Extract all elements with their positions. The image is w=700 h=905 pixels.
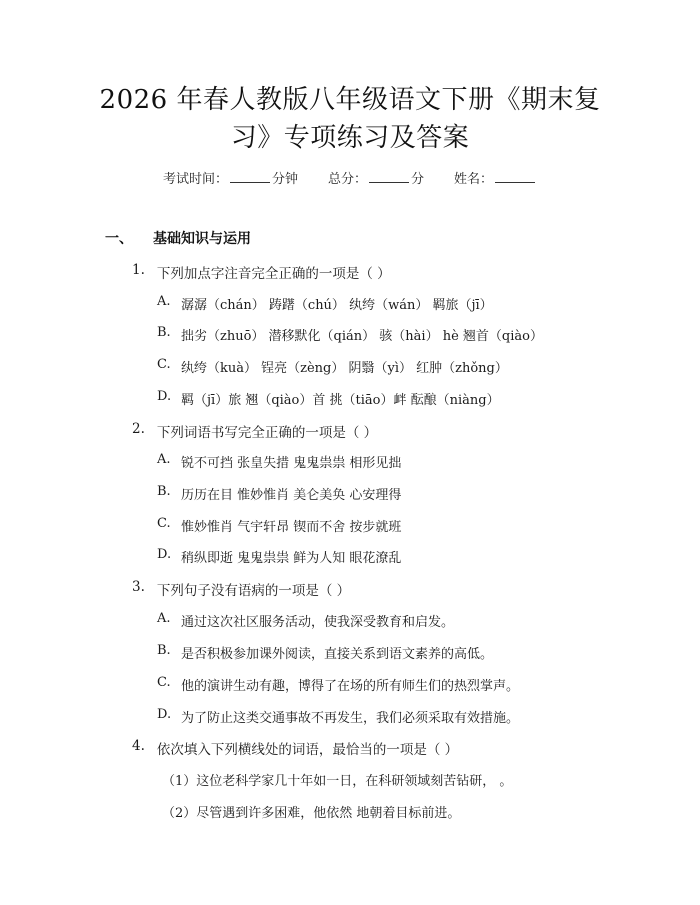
question-4-subitem-2: （2）尽管遇到许多困难，他依然 地朝着目标前进。 (162, 806, 461, 821)
option-text: 通过这次社区服务活动，使我深受教育和启发。 (181, 615, 455, 630)
option-letter: A. (157, 294, 171, 309)
question-2-option-c (157, 516, 401, 535)
question-1 (132, 262, 391, 282)
option-text: 是否积极参加课外阅读，直接关系到语文素养的高低。 (181, 647, 494, 662)
option-letter: D. (157, 707, 172, 722)
question-2-option-b (157, 484, 401, 503)
question-number: 2. (132, 421, 145, 437)
question-1-option-d (157, 389, 500, 408)
question-3-option-a (157, 611, 454, 630)
option-letter: C. (157, 516, 171, 531)
question-number: 3. (132, 579, 145, 595)
exam-time-blank (230, 170, 270, 183)
question-3 (132, 579, 350, 599)
section-heading (105, 228, 251, 248)
total-score-unit: 分 (411, 172, 425, 187)
option-text: 锐不可挡 张皇失措 鬼鬼祟祟 相形见拙 (181, 456, 402, 471)
option-letter: B. (157, 643, 171, 658)
exam-time-label: 考试时间： (162, 172, 228, 187)
document-title-line2: 习》专项练习及答案 (230, 123, 470, 153)
option-text: 纨绔（kuà） 锃亮（zèng） 阴翳（yì） 红肿（zhǒng） (181, 361, 508, 376)
option-text: 稍纵即逝 鬼鬼祟祟 鲜为人知 眼花潦乱 (181, 551, 402, 566)
question-3-option-b (157, 643, 493, 662)
option-text: 潺潺（chán） 踌躇（chú） 纨绔（wán） 羁旅（jī） (181, 298, 493, 313)
question-stem: 下列句子没有语病的一项是（ ） (156, 583, 351, 599)
total-score-blank (369, 170, 409, 183)
option-letter: C. (157, 357, 171, 372)
option-letter: C. (157, 675, 171, 690)
question-stem: 下列词语书写完全正确的一项是（ ） (156, 425, 378, 441)
option-letter: D. (157, 389, 172, 404)
section-title: 基础知识与运用 (153, 231, 251, 247)
question-number: 4. (132, 738, 145, 754)
question-1-option-c (157, 357, 508, 376)
option-letter: A. (157, 611, 171, 626)
exam-time-unit: 分钟 (271, 172, 298, 187)
student-name-blank (495, 170, 535, 183)
question-3-option-d (157, 707, 519, 726)
question-stem: 依次填入下列横线处的词语，最恰当的一项是（ ） (156, 742, 459, 758)
question-2-option-d (157, 547, 401, 566)
question-4-subitem-1: （1）这位老科学家几十年如一日，在科研领域刻苦钻研， 。 (162, 774, 513, 789)
option-letter: A. (157, 452, 171, 467)
option-text: 羁（jī）旅 翘（qiào）首 挑（tiāo）衅 酝酿（niàng） (181, 393, 500, 408)
student-name-label: 姓名： (454, 172, 494, 187)
exam-info-row (0, 168, 700, 187)
question-number: 1. (132, 262, 145, 278)
option-text: 为了防止这类交通事故不再发生，我们必须采取有效措施。 (181, 711, 520, 726)
option-text: 他的演讲生动有趣，博得了在场的所有师生们的热烈掌声。 (181, 679, 520, 694)
document-title-line1: 2026 年春人教版八年级语文下册《期末复 (99, 85, 601, 115)
question-stem: 下列加点字注音完全正确的一项是（ ） (156, 266, 391, 282)
student-name-field (454, 168, 537, 187)
exam-time-field (163, 168, 298, 187)
question-2 (132, 421, 377, 441)
option-letter: D. (157, 547, 172, 562)
option-text: 历历在目 惟妙惟肖 美仑美奂 心安理得 (181, 488, 402, 503)
question-2-option-a (157, 452, 401, 471)
option-letter: B. (157, 325, 171, 340)
total-score-label: 总分： (327, 172, 367, 187)
question-4 (132, 738, 458, 758)
total-score-field (328, 168, 424, 187)
option-letter: B. (157, 484, 171, 499)
question-1-option-b (157, 325, 543, 344)
question-3-option-c (157, 675, 519, 694)
option-text: 惟妙惟肖 气宇轩昂 锲而不舍 按步就班 (181, 520, 402, 535)
option-text: 拙劣（zhuō） 潜移默化（qián） 骇（hài） hè 翘首（qiào） (181, 329, 543, 344)
section-number: 一、 (105, 231, 133, 247)
question-1-option-a (157, 294, 493, 313)
